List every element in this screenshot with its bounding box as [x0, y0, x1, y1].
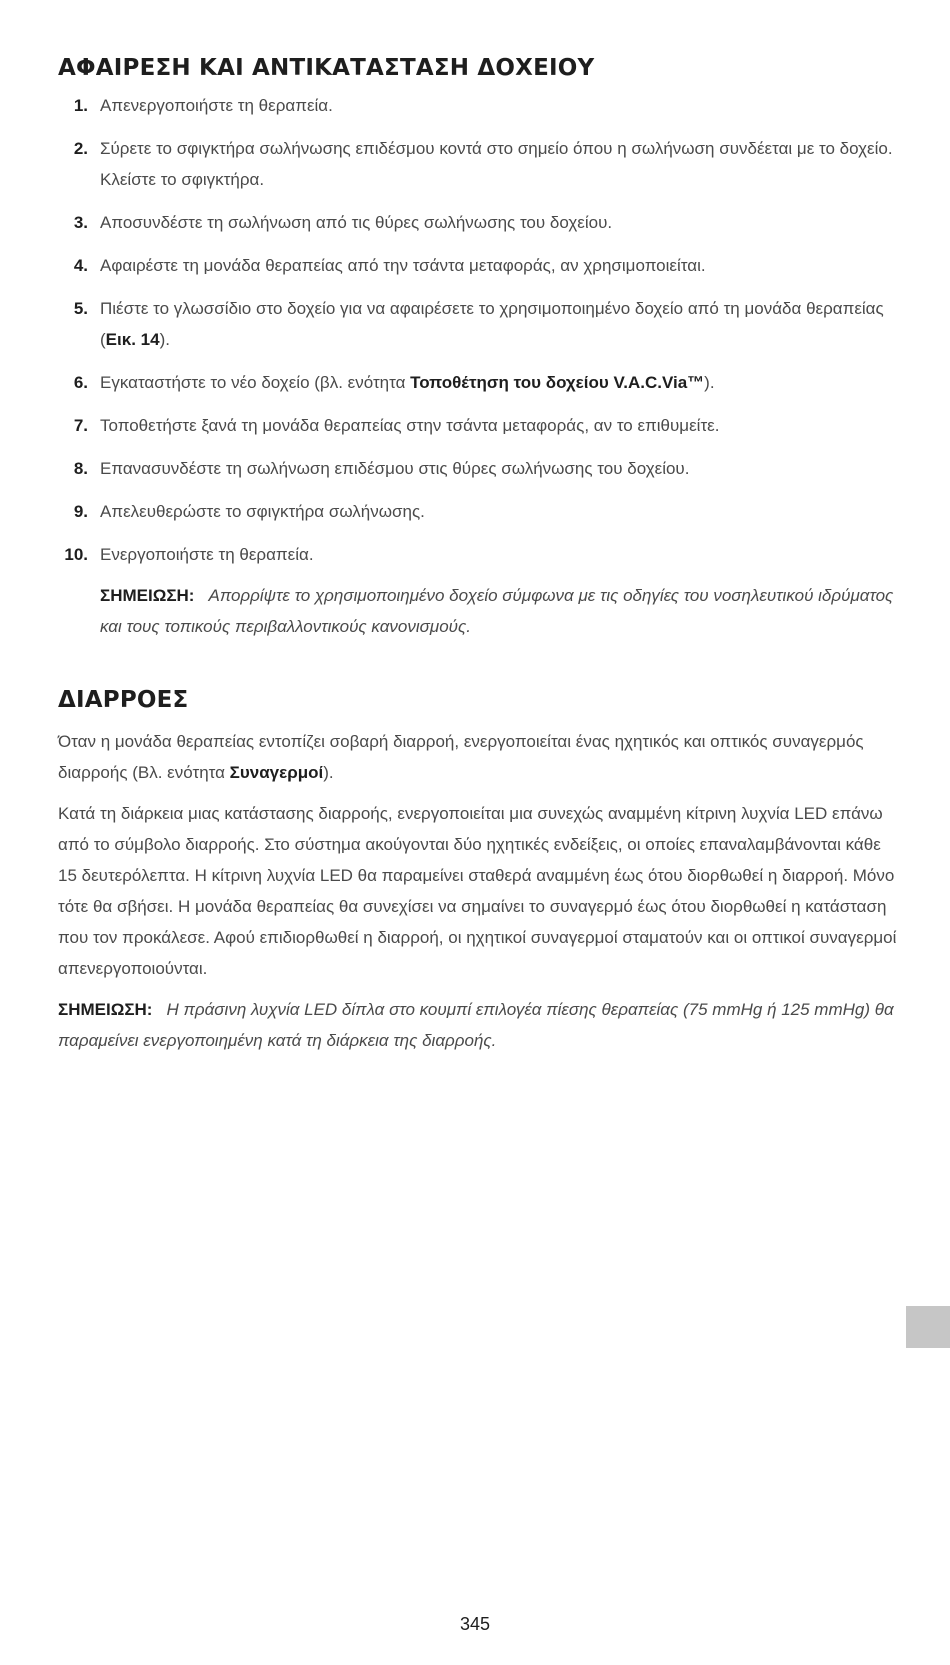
step-text: Αφαιρέστε τη μονάδα θεραπείας από την τσάντα μεταφοράς, αν χρησιμοποιείται.: [100, 256, 706, 275]
note-disposal: [58, 580, 898, 642]
step-number: 3.: [73, 213, 88, 232]
step-number: 1.: [73, 96, 88, 115]
list-item: [58, 496, 898, 527]
step-number: 7.: [73, 416, 88, 435]
step-number: 5.: [73, 299, 88, 318]
note-text: Η πράσινη λυχνία LED δίπλα στο κουμπί επιλογέα πίεσης θεραπείας (75 mmHg ή 125 mmHg) θα παραμείνει ενεργοποιημένη κατά τη διάρκεια της διαρροής.: [58, 1000, 894, 1050]
section-title-canister-replacement: ΑΦΑΙΡΕΣΗ ΚΑΙ ΑΝΤΙΚΑΤΑΣΤΑΣΗ ΔΟΧΕΙΟΥ: [58, 55, 595, 81]
step-text: Ενεργοποιήστε τη θεραπεία.: [100, 545, 314, 564]
section-title-leaks: ΔΙΑΡΡΟΕΣ: [58, 687, 189, 713]
list-item: [58, 539, 898, 570]
list-item: [58, 293, 898, 355]
step-text-end: ).: [159, 330, 170, 349]
step-number: 4.: [73, 256, 88, 275]
leak-paragraph-2: Κατά τη διάρκεια μιας κατάστασης διαρροής, ενεργοποιείται μια συνεχώς αναμμένη κίτρινη λυχνία LED επάνω από το σύμβολο διαρροής. Στο σύστημα ακούγονται δύο ηχητικές ενδείξεις, οι οποίες επαναλαμβάνονται κάθε 15 δευτερόλεπτα. Η κίτρινη λυχνία LED θα παραμείνει σταθερά αναμμένη έως ότου διορθωθεί η διαρροή. Μόνο τότε θα σβήσει. Η μονάδα θεραπείας θα συνεχίσει να σημαίνει το συναγερμό έως ότου διορθωθεί η κατάσταση που τον προκάλεσε. Αφού επιδιορθωθεί η διαρροή, οι ηχητικοί συναγερμοί σταματούν και οι οπτικοί συναγερμοί απενεργοποιούνται.: [58, 804, 897, 978]
steps-list: [58, 90, 898, 570]
list-item: [58, 367, 898, 398]
paragraph-text-end: ).: [323, 763, 334, 782]
list-item: [58, 207, 898, 238]
section-reference: Συναγερμοί: [229, 763, 324, 782]
section-reference: Τοποθέτηση του δοχείου V.A.C.Via™: [410, 373, 705, 392]
note-label: ΣΗΜΕΙΩΣΗ:: [100, 586, 195, 605]
section-thumb-tab: [906, 1306, 950, 1348]
step-text: Απελευθερώστε το σφιγκτήρα σωλήνωσης.: [100, 502, 425, 521]
step-text: Τοποθετήστε ξανά τη μονάδα θεραπείας στην τσάντα μεταφοράς, αν το επιθυμείτε.: [100, 416, 720, 435]
step-number: 2.: [73, 139, 88, 158]
list-item: [58, 410, 898, 441]
list-item: [58, 453, 898, 484]
note-leak-led: [58, 994, 898, 1056]
step-number: 9.: [73, 502, 88, 521]
list-item: [58, 250, 898, 281]
step-text: Πιέστε το γλωσσίδιο στο δοχείο για να αφαιρέσετε το χρησιμοποιημένο δοχείο από τη μονάδα θεραπείας (: [100, 299, 884, 349]
step-number: 6.: [73, 373, 88, 392]
step-number: 10.: [64, 545, 88, 564]
list-item: [58, 133, 898, 195]
step-text: Απενεργοποιήστε τη θεραπεία.: [100, 96, 333, 115]
figure-reference: Εικ. 14: [105, 330, 160, 349]
step-text: Εγκαταστήστε το νέο δοχείο (βλ. ενότητα: [100, 373, 411, 392]
step-text: Επανασυνδέστε τη σωλήνωση επιδέσμου στις θύρες σωλήνωσης του δοχείου.: [100, 459, 690, 478]
step-text-end: ).: [704, 373, 715, 392]
note-text: Απορρίψτε το χρησιμοποιημένο δοχείο σύμφωνα με τις οδηγίες του νοσηλευτικού ιδρύματος και τους τοπικούς περιβαλλοντικούς κανονισμούς.: [100, 586, 894, 636]
step-number: 8.: [73, 459, 88, 478]
list-item: [58, 90, 898, 121]
note-label: ΣΗΜΕΙΩΣΗ:: [58, 1000, 153, 1019]
page-number: 345: [459, 1614, 491, 1634]
document-page: [58, 50, 898, 1066]
leak-paragraph-1: [58, 726, 898, 788]
step-text: Σύρετε το σφιγκτήρα σωλήνωσης επιδέσμου κοντά στο σημείο όπου η σωλήνωση συνδέεται με το δοχείο. Κλείστε το σφιγκτήρα.: [100, 139, 893, 189]
step-text: Αποσυνδέστε τη σωλήνωση από τις θύρες σωλήνωσης του δοχείου.: [100, 213, 613, 232]
paragraph-text: Όταν η μονάδα θεραπείας εντοπίζει σοβαρή διαρροή, ενεργοποιείται ένας ηχητικός και οπτικός συναγερμός διαρροής (Βλ. ενότητα: [58, 732, 864, 782]
